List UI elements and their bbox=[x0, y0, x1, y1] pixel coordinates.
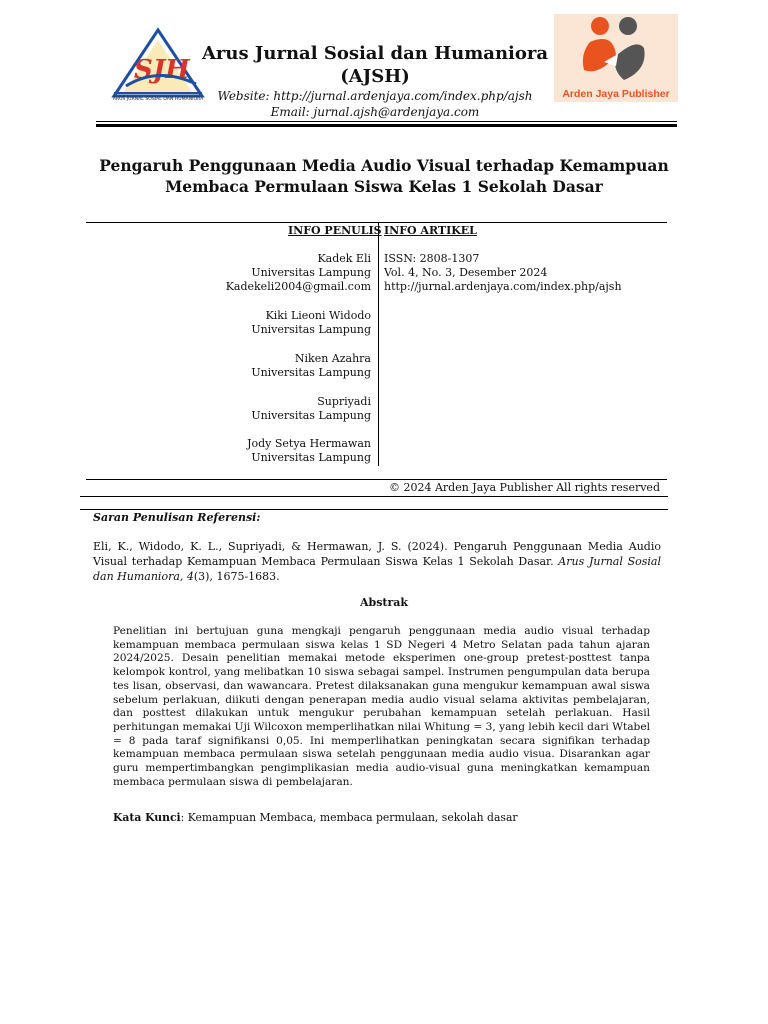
keywords-label: Kata Kunci bbox=[113, 811, 181, 824]
copyright-top-rule bbox=[86, 479, 667, 480]
abstract-body: Penelitian ini bertujuan guna mengkaji pengaruh penggunaan media audio visual terhadap kemampuan membaca permulaan siswa kelas 1 SD Negeri 4 Metro Selatan pada tahun ajaran 2024/2025. Desain penelitian memakai metode eksperimen one-group pretest-posttest tanpa kelompok kontrol, yang melibatkan 10 siswa sebagai sampel. Instrumen pengumpulan data berupa tes lisan, observasi, dan wawancara. Pretest dilaksanakan guna mengukur kemampuan awal siswa sebelum perlakuan, diikuti dengan penerapan media audio visual selama aktivitas pembelajaran, dan posttest dilakukan untuk mengukur perubahan kemampuan setelah perlakuan. Hasil perhitungan memakai Uji Wilcoxon memperlihatkan nilai Whitung = 3, yang lebih kecil dari Wtabel = 8 pada taraf signifikansi 0,05. Ini memperlihatkan peningkatan secara signifikan terhadap kemampuan membaca permulaan siswa setelah penggunaan media audio visua. Disarankan agar guru mempertimbangkan pengimplikasian media audio-visual guna meningkatkan kemampuan membaca permulaan siswa di pembelajaran. bbox=[113, 625, 650, 788]
logo-letter-s: SJH bbox=[134, 55, 190, 85]
header-rule bbox=[96, 121, 677, 122]
citation-top-rule bbox=[80, 509, 668, 510]
author-affiliation: Universitas Lampung bbox=[251, 366, 371, 379]
info-artikel-label: INFO ARTIKEL bbox=[384, 224, 477, 237]
author-name: Supriyadi bbox=[317, 395, 371, 408]
keywords-text: : Kemampuan Membaca, membaca permulaan, sekolah dasar bbox=[180, 811, 518, 824]
issn: ISSN: 2808-1307 bbox=[384, 252, 480, 265]
citation-text bbox=[93, 539, 661, 584]
copyright: © 2024 Arden Jaya Publisher All rights reserved bbox=[388, 481, 660, 494]
article-title-line1: Pengaruh Penggunaan Media Audio Visual terhadap Kemampuan bbox=[99, 156, 669, 175]
author-affiliation: Universitas Lampung bbox=[251, 451, 371, 464]
author-email[interactable]: Kadekeli2004@gmail.com bbox=[225, 280, 371, 293]
author-name: Kiki Lieoni Widodo bbox=[265, 309, 371, 322]
journal-website[interactable]: Website: http://jurnal.ardenjaya.com/index.php/ajsh bbox=[217, 89, 533, 103]
publisher-logo bbox=[554, 14, 678, 102]
citation-pages: (3), 1675-1683. bbox=[193, 570, 280, 583]
author-name: Kadek Eli bbox=[317, 252, 371, 265]
journal-url[interactable]: http://jurnal.ardenjaya.com/index.php/ajsh bbox=[384, 280, 622, 293]
author-name: Jody Setya Hermawan bbox=[247, 437, 371, 450]
logo-caption: ARUS JURNAL SOSIAL DAN HUMANIORA bbox=[112, 97, 204, 102]
journal-title: Arus Jurnal Sosial dan Humaniora bbox=[201, 43, 549, 64]
citation-plain: Eli, K., Widodo, K. L., Supriyadi, & Hermawan, J. S. (2024). Pengaruh Penggunaan Media Audio Visual terhadap Kemampuan Membaca Permulaan Siswa Kelas 1 Sekolah Dasar. bbox=[93, 540, 661, 568]
citation-journal: Arus Jurnal Sosial dan Humaniora, 4 bbox=[93, 555, 661, 583]
info-top-rule bbox=[86, 222, 667, 223]
author-affiliation: Universitas Lampung bbox=[251, 409, 371, 422]
info-divider bbox=[378, 222, 379, 466]
copyright-bottom-rule bbox=[80, 496, 668, 497]
author-affiliation: Universitas Lampung bbox=[251, 266, 371, 279]
keywords bbox=[113, 811, 650, 825]
author-name: Niken Azahra bbox=[294, 352, 371, 365]
header-rule-thick bbox=[96, 124, 677, 127]
info-penulis-label: INFO PENULIS bbox=[288, 224, 382, 237]
author-affiliation: Universitas Lampung bbox=[251, 323, 371, 336]
journal-abbrev: (AJSH) bbox=[340, 66, 410, 87]
publisher-name: Arden Jaya Publisher bbox=[562, 88, 670, 100]
citation-label: Saran Penulisan Referensi: bbox=[93, 511, 261, 524]
abstract-title: Abstrak bbox=[359, 596, 409, 609]
volume-issue: Vol. 4, No. 3, Desember 2024 bbox=[384, 266, 548, 279]
journal-email[interactable]: Email: jurnal.ajsh@ardenjaya.com bbox=[270, 105, 480, 119]
article-title-line2: Membaca Permulaan Siswa Kelas 1 Sekolah Dasar bbox=[165, 177, 603, 196]
